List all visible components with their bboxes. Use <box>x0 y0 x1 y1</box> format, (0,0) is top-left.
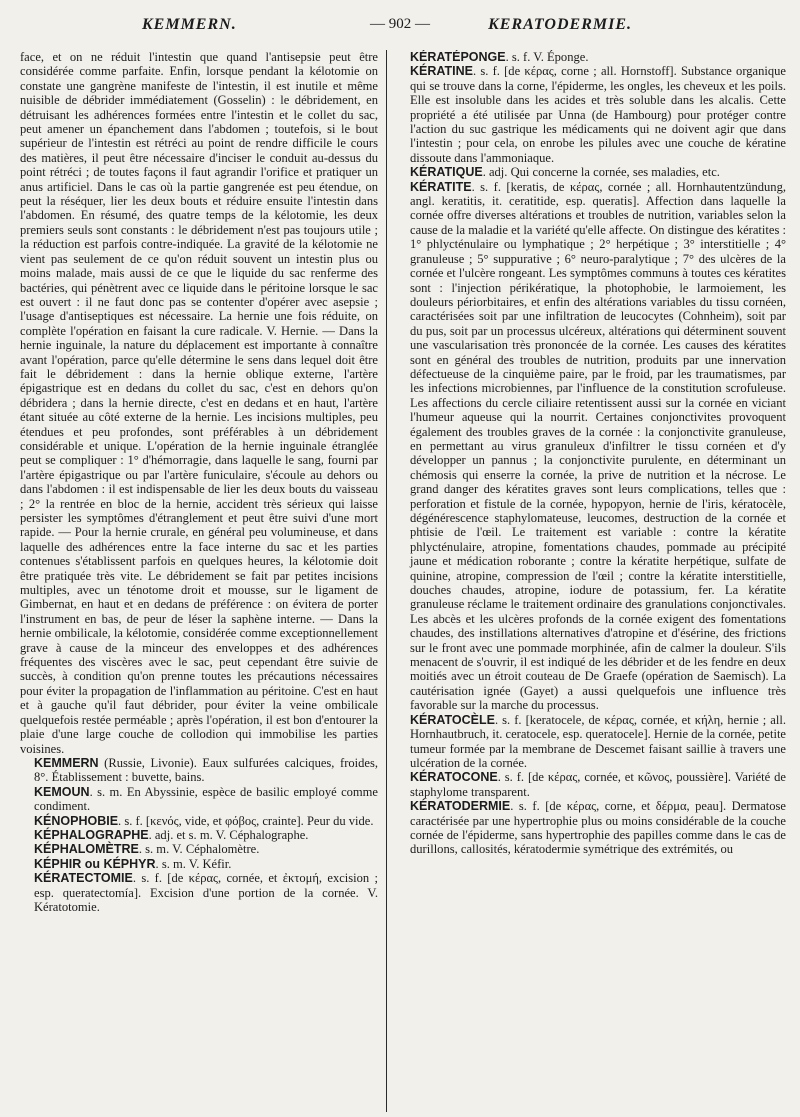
dictionary-entry <box>20 871 378 914</box>
header-left-word: KEMMERN. <box>142 16 237 33</box>
entry-headword: KÉRATÉPONGE <box>410 50 506 64</box>
entry-headword: KÉRATOCONE <box>410 770 498 785</box>
entry-definition: . adj. et s. m. V. Céphalographe. <box>148 827 309 842</box>
dictionary-entry <box>20 828 378 842</box>
dictionary-entry <box>20 857 378 871</box>
entry-definition: . s. f. [keratocele, de κέρας, cornée, et κήλη, hernie ; all. Hornhautbruch, it. ceratocele, esp. queratocele]. Hernie de la cornée, petite tumeur formée par la membrane de Descemet faisant saillie à travers une ulcération de la cornée. <box>410 712 786 770</box>
dictionary-entry <box>396 770 786 799</box>
dictionary-entry <box>20 842 378 856</box>
entry-definition: . s. f. [de κέρας, cornée, et κῶνος, poussière]. Variété de staphylome transparent. <box>410 770 786 799</box>
entry-headword: KÉRATOCÈLE <box>410 712 495 727</box>
entry-definition: . s. f. [de κέρας, corne, et δέρμα, peau]. Dermatose caractérisée par une hypertrophie plus ou moins considérable de la couche cornée de l'épiderme, sans hypertrophie des papilles comme dans le cas de durillons, callosités, kératodermie symétrique des extrémités, ou <box>410 799 786 857</box>
entry-headword: KÉNOPHOBIE <box>34 813 119 828</box>
dictionary-entry <box>396 180 786 713</box>
entry-definition: . s. f. [keratis, de κέρας, cornée ; all. Hornhautentzündung, angl. keratitis, it. ceratitide, esp. queratis]. Affection dans laquelle la cornée offre diverses altérations et troubles de nutrition, variables selon la cause de la maladie et la variété qu'elle affecte. On distingue des kératites : 1° phlycténulaire ou lymphatique ; 2° herpétique ; 3° interstitielle ; 4° granuleuse ; 5° suppurative ; 6° neuro-paralytique ; 7° des ulcères de la cornée et l'ulcère rongeant. Les symptômes communs à toutes ces kératites sont : l'injection périkératique, la photophobie, le larmoiement, les douleurs périorbitaires, et enfin des altérations variables du tissu cornéen, caractérisées soit par une infiltration de leucocytes (Cohnheim), soit par du pus, soit par un processus ulcéreux, altérations qui déterminent souvent une vascularisation très prononcée de la cornée. Les causes des kératites sont en général des troubles de nutrition, produits par une innervation défectueuse de la cinquième paire, par le froid, par les traumatismes, par les infections microbiennes, par l'influence de la constitution scrofuleuse. Les affections du cercle ciliaire retentissent aussi sur la cornée en viciant l'humeur aqueuse qui la nourrit. Certaines conjonctivites provoquent également des troubles graves de la cornée : la conjonctivite granuleuse, en permettant au virus granuleux d'infiltrer le tissu cornéen et d'y développer un pannus ; la conjonctivite purulente, en déterminant un chémosis qui enserre la cornée, la prive de nutrition et la nécrose. Le grand danger des kératites graves sont leurs complications, telles que : perforation et fistule de la cornée, hypopyon, hernie de l'iris, kératocèle, dégénérescence staphylomateuse, leucomes, destruction de la cornée et phtisie de l'œil. Le traitement est variable : contre la kératite phlycténulaire, atropine, fomentations chaudes, pommade au précipité jaune et médication roborante ; contre la kératite herpétique, sulfate de quinine, atropine, compression de l'œil ; contre la kératite interstitielle, douches chaudes, atropine, iodure de potassium, fer. La kératite granuleuse réclame le traitement ordinaire des granulations conjonctivales. Les abcès et les ulcères profonds de la cornée exigent des fomentations chaudes, des instillations alternatives d'atropine et d'ésérine, des frictions sur le front avec une pommade morphinée, afin de calmer la douleur. S'ils menacent de s'ouvrir, il est indiqué de les débrider et de les fendre en deux moitiés avec un étroit couteau de De Graefe (opération de Saemisch). La cautérisation ignée (Gayet) a aussi quelquefois une influence très favorable sur la marche du processus. <box>410 179 786 713</box>
entry-headword: KÉPHIR ou KÉPHYR <box>34 856 156 871</box>
column-divider <box>386 50 387 1112</box>
entry-headword: KÉRATIQUE <box>410 165 483 180</box>
entry-headword: KEMOUN <box>34 784 90 799</box>
dictionary-entry <box>396 165 786 179</box>
entry-definition: . s. m. V. Céphalomètre. <box>138 842 260 857</box>
entry-definition: (Russie, Livonie). Eaux sulfurées calciques, froides, 8°. Établissement : buvette, bains. <box>34 755 378 785</box>
dictionary-entry <box>20 785 378 814</box>
header-right-word: KERATODERMIE. <box>488 16 632 33</box>
entry-definition: . s. m. En Abyssinie, espèce de basilic employé comme condiment. <box>34 784 378 814</box>
entry-headword: KÉRATECTOMIE <box>34 871 133 886</box>
left-column <box>20 50 378 1112</box>
entry-definition: . s. f. [de κέρας, corne ; all. Hornstoff]. Substance organique qui se trouve dans la corne, l'épiderme, les ongles, les cheveux et les poils. Elle est insoluble dans les acides et très soluble dans les alcalis. Cette propriété a été utilisée par Unna (de Hambourg) pour protéger contre l'action du suc gastrique les médicaments qui ne doivent agir que dans l'intestin ; pour cela, on enrobe les pilules avec une couche de kératine dissoute dans l'ammoniaque. <box>410 64 786 165</box>
continuation-paragraph: face, et on ne réduit l'intestin que quand l'antisepsie peut être considérée comme parfaite. Enfin, lorsque pendant la kélotomie on constate une gangrène manifeste de l'intestin, il est inutile et même nuisible de débrider immédiatement (Gosselin) : le débridement, en détruisant les adhérences formées entre l'intestin et le collet du sac, peut amener un épanchement dans l'abdomen ; toutefois, si le bout supérieur de l'intestin est rétréci au point de rendre difficile le cours des matières, il peut être nécessaire d'inciser le conduit au-dessus du point rétréci ; de toutes façons il faut agrandir l'orifice et pratiquer un anus artificiel. Dans le cas où la partie gangrenée est peu étendue, on peut la réséquer, lier les deux bouts et réduire ensuite l'intestin dans l'abdomen. En résumé, des quatre temps de la kélotomie, les deux premiers seuls sont constants : le débridement n'est pas toujours utile ; la réduction est parfois contre-indiquée. La gravité de la kélotomie ne vient pas seulement de ce qu'on réduit souvent un intestin plus ou moins malade, mais aussi de ce que le liquide du sac renferme des bactéries, qui pénètrent avec ce liquide dans le péritoine lorsque le sac est ouvert : il ne faut donc pas se contenter d'opérer avec asepsie ; l'usage d'antiseptiques est nécessaire. La hernie une fois réduite, on complète l'opération en faisant la cure radicale. V. Hernie. — Dans la hernie inguinale, la nature du déplacement est importante à connaître avant l'opération, parce qu'elle détermine le sens dans lequel doit être fait le débridement : dans la hernie oblique externe, l'artère épigastrique est en dedans du collet du sac, c'est en dehors qu'on débridera ; dans la hernie directe, c'est en dedans et en haut, l'artère étant située au côté externe de la hernie. Les incisions multiples, peu étendues et peu profondes, sont préférables à un débridement considérable et unique. L'opération de la hernie inguinale étranglée peut se compliquer : 1° d'hémorragie, dans laquelle le sang, fourni par l'artère épigastrique ou par l'artère funiculaire, s'écoule au dehors ou dans l'abdomen : il est indispensable de lier les deux bouts du vaisseau ; 2° la rentrée en bloc de la hernie, accident très sérieux qui laisse persister les symptômes d'étranglement et peut être suivi d'une mort rapide. — Pour la hernie crurale, en général peu volumineuse, et dans laquelle des adhérences entre la face interne du sac et les parties contenues s'établissent parfois en quelques heures, la kélotomie doit être pratiquée très vite. Le débridement se fait par petites incisions multiples, avec un ténotome droit et mousse, sur le ligament de Gimbernat, en haut et en dedans de préférence : on évitera de porter l'instrument en bas, de peur de léser la saphène interne. — Dans la hernie ombilicale, la kélotomie, considérée comme exceptionnellement grave à cause de la minceur des enveloppes et des adhérences fréquentes des viscères avec le sac, peut cependant être suivie de succès, à condition qu'on prenne toutes les précautions nécessaires pour éviter la propagation de l'inflammation au péritoine. C'est en haut et à gauche qu'il faut débrider, pour éviter la veine ombilicale quelquefois restée perméable ; après l'opération, il est bon d'entourer la plaie d'une large couche de collodion qui immobilise les parties voisines. <box>20 50 378 756</box>
dictionary-entry <box>396 713 786 771</box>
dictionary-entry <box>20 756 378 785</box>
entry-headword: KEMMERN <box>34 755 99 770</box>
dictionary-entry <box>396 50 786 64</box>
entry-definition: . adj. Qui concerne la cornée, ses maladies, etc. <box>482 165 720 180</box>
entry-headword: KÉRATITE <box>410 179 472 194</box>
right-column <box>396 50 786 1112</box>
entry-definition: . s. f. [de κέρας, cornée, et ἐκτομή, excision ; esp. queratectomía]. Excision d'une portion de la cornée. V. Kératotomie. <box>34 871 378 914</box>
dictionary-entry <box>396 64 786 165</box>
page-number: — 902 — <box>370 16 430 32</box>
entry-headword: KÉRATINE <box>410 64 473 79</box>
entry-headword: KÉPHALOGRAPHE <box>34 827 149 842</box>
entry-headword: KÉPHALOMÈTRE <box>34 842 139 857</box>
dictionary-entry <box>20 814 378 828</box>
dictionary-entry <box>396 799 786 857</box>
entry-definition: . s. m. V. Kéfir. <box>155 856 232 871</box>
entry-headword: KÉRATODERMIE <box>410 799 511 814</box>
entry-definition: . s. f. [κενός, vide, et φόβος, crainte]. Peur du vide. <box>118 813 374 828</box>
running-header <box>0 10 800 40</box>
entry-definition: . s. f. V. Éponge. <box>505 50 589 64</box>
